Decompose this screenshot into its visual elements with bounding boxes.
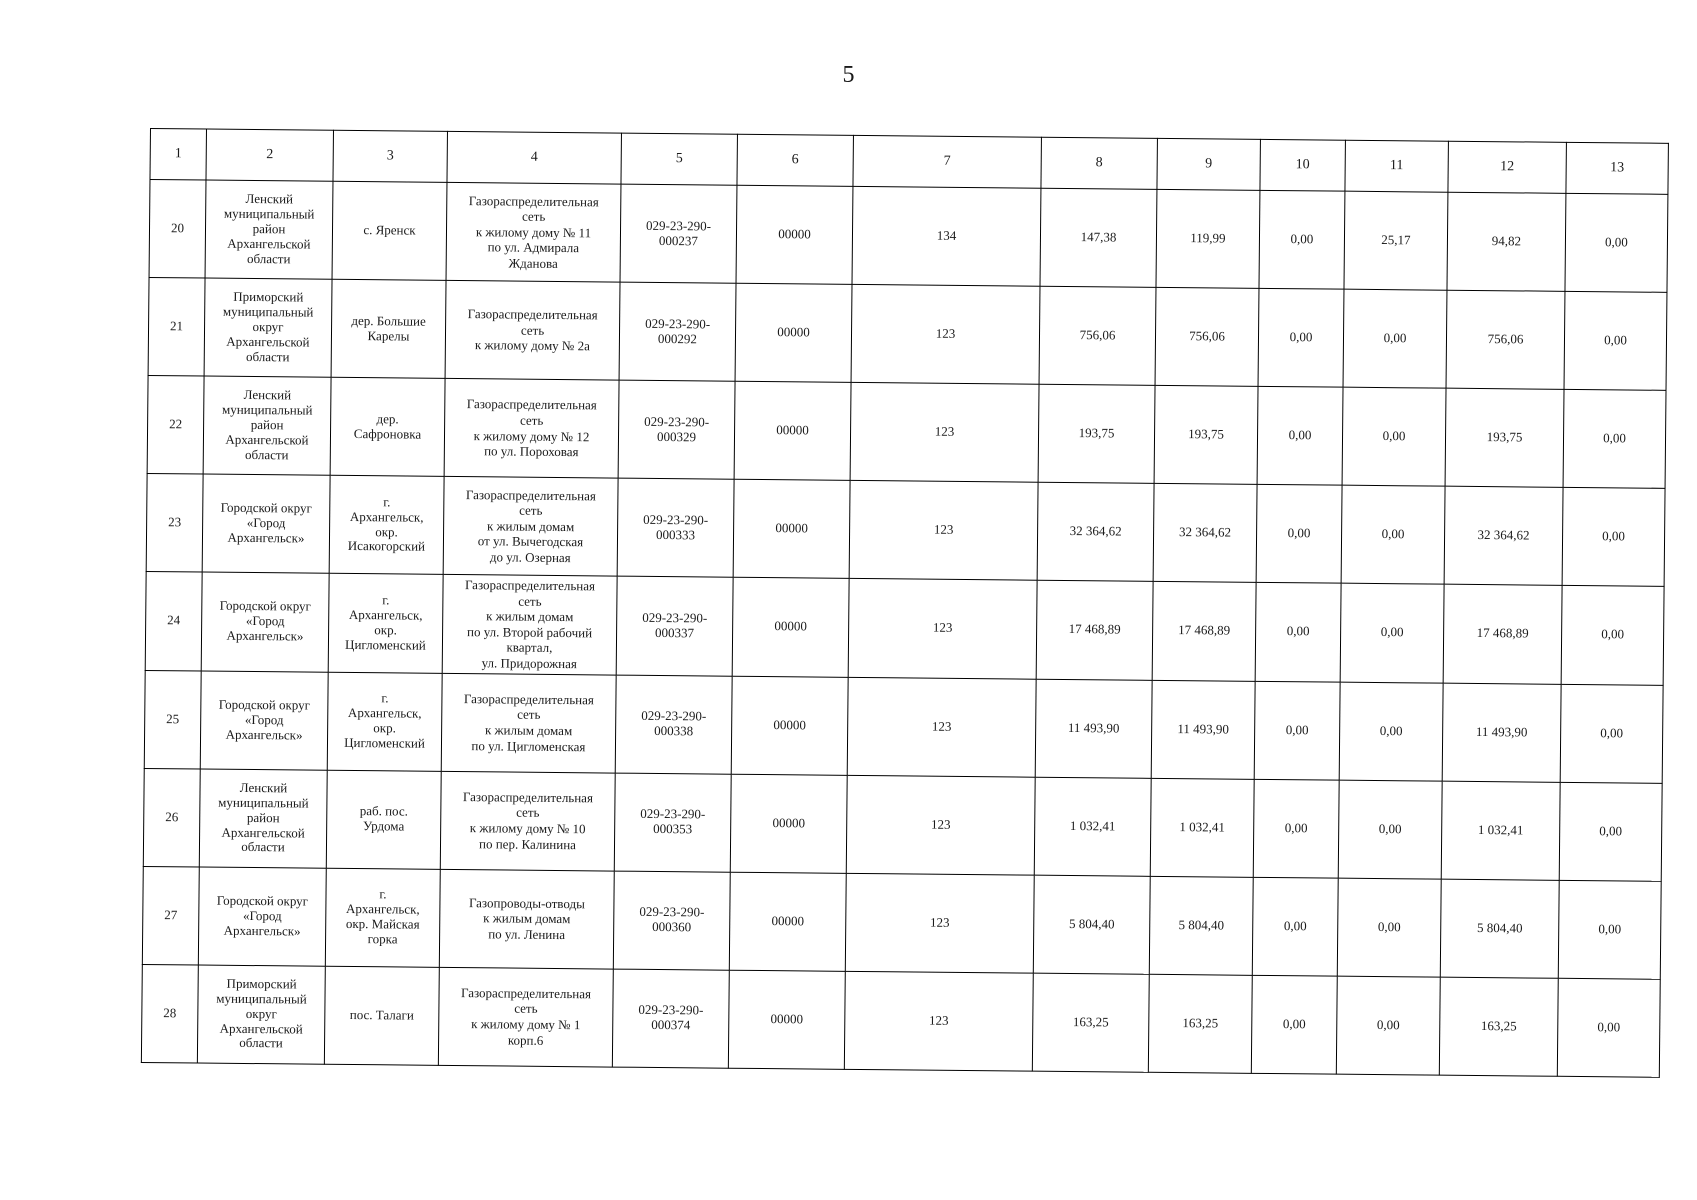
cell-line: Архангельской <box>226 333 310 350</box>
col6-cell: 00000 <box>734 381 851 480</box>
col13-cell: 0,00 <box>1564 291 1667 390</box>
cell-line: к жилому дому № 11 <box>475 223 592 241</box>
col8-cell: 11 493,90 <box>1035 679 1152 778</box>
column-header-5: 5 <box>621 133 737 185</box>
cell-line: муниципальный <box>216 990 307 1007</box>
col12-cell: 193,75 <box>1445 388 1564 487</box>
district-cell <box>201 572 329 672</box>
code-cell <box>617 478 734 577</box>
cell-line: окр. <box>375 523 398 539</box>
cell-line: Газораспределительная <box>462 788 594 806</box>
cell-line: 029-23-290- <box>646 217 712 234</box>
code-cell <box>618 380 735 479</box>
object-cell <box>441 673 616 773</box>
column-header-1: 1 <box>150 129 206 181</box>
column-header-4: 4 <box>447 131 621 184</box>
cell-line: «Город <box>245 613 285 629</box>
column-header-11: 11 <box>1345 140 1448 192</box>
code-cell <box>614 773 731 872</box>
place-cell <box>330 377 445 476</box>
col6-cell: 00000 <box>731 676 848 775</box>
cell-line: Архангельск, <box>348 606 423 623</box>
object-cell <box>445 280 620 380</box>
cell-line: муниципальный <box>221 401 313 418</box>
cell-line: по ул. Адмирала <box>487 239 580 256</box>
cell-line: район <box>246 809 280 825</box>
data-table <box>141 128 1669 1077</box>
cell-line: Газораспределительная <box>463 690 595 708</box>
col9-cell: 5 804,40 <box>1149 876 1253 975</box>
cell-line: 000329 <box>656 428 697 444</box>
cell-line: области <box>245 348 290 365</box>
cell-line: Цигломенский <box>345 636 426 653</box>
col8-cell: 32 364,62 <box>1037 482 1154 581</box>
object-cell <box>442 574 617 674</box>
row-number-cell: 26 <box>143 768 200 867</box>
cell-line: корп.6 <box>507 1032 544 1048</box>
column-header-6: 6 <box>737 134 853 186</box>
col10-cell: 0,00 <box>1259 190 1345 289</box>
col8-cell: 163,25 <box>1032 973 1149 1072</box>
cell-line: Архангельской <box>225 431 309 448</box>
cell-line: Архангельской <box>227 235 311 252</box>
col8-cell: 193,75 <box>1038 384 1155 483</box>
col12-cell: 163,25 <box>1439 977 1558 1076</box>
col10-cell: 0,00 <box>1255 582 1341 681</box>
col11-cell: 0,00 <box>1337 878 1441 977</box>
table-row <box>143 768 1662 881</box>
col11-cell: 0,00 <box>1343 289 1447 388</box>
cell-line: Городской округ <box>218 696 311 713</box>
object-cell <box>444 378 619 478</box>
col7-cell: 123 <box>848 578 1037 678</box>
col12-cell: 94,82 <box>1447 192 1566 291</box>
cell-line: раб. пос. <box>359 803 409 819</box>
col9-cell: 163,25 <box>1148 974 1252 1073</box>
cell-line: Газопроводы-отводы <box>468 894 585 911</box>
cell-line: Ленский <box>239 779 288 796</box>
col7-cell: 123 <box>844 971 1033 1071</box>
cell-line: Городской округ <box>219 598 312 614</box>
cell-line: Газораспределительная <box>465 486 597 503</box>
cell-line: Сафроновка <box>353 425 422 442</box>
col11-cell: 0,00 <box>1341 485 1445 584</box>
col9-cell: 193,75 <box>1154 385 1258 484</box>
cell-line: сеть <box>519 502 543 518</box>
cell-line: 000353 <box>653 821 693 837</box>
object-cell <box>446 182 621 282</box>
cell-line: Архангельск» <box>223 922 301 939</box>
col10-cell: 0,00 <box>1257 386 1343 485</box>
cell-line: к жилому дому № 10 <box>469 820 586 837</box>
cell-line: окр. Майская <box>345 916 420 932</box>
col6-cell: 00000 <box>732 577 849 677</box>
col13-cell: 0,00 <box>1557 978 1660 1077</box>
cell-line: Газораспределительная <box>468 192 599 209</box>
cell-line: Цигломенский <box>344 734 425 751</box>
cell-line: сеть <box>514 1001 538 1017</box>
cell-line: 000292 <box>657 330 698 346</box>
col8-cell: 1 032,41 <box>1034 777 1151 876</box>
district-cell <box>199 769 327 868</box>
cell-line: Ленский <box>245 191 294 207</box>
table-row <box>148 277 1667 390</box>
table-row <box>147 375 1666 488</box>
col12-cell: 11 493,90 <box>1442 683 1561 782</box>
object-cell <box>440 771 615 871</box>
cell-line: 029-23-290- <box>640 805 706 822</box>
col9-cell: 32 364,62 <box>1153 483 1257 582</box>
cell-line: Городской округ <box>216 892 309 909</box>
cell-line: окр. <box>373 720 397 736</box>
table-row <box>145 571 1664 684</box>
cell-line: Урдома <box>363 818 405 834</box>
cell-line: к жилым домам <box>483 910 571 927</box>
row-number-cell: 24 <box>145 571 202 670</box>
cell-line: «Город <box>242 907 282 923</box>
cell-line: сеть <box>516 805 540 821</box>
row-number-cell: 22 <box>147 375 204 474</box>
cell-line: сеть <box>517 707 541 723</box>
district-cell <box>205 180 333 279</box>
col6-cell: 00000 <box>729 872 846 971</box>
cell-line: области <box>241 839 285 855</box>
code-cell <box>612 969 729 1068</box>
row-number-cell: 21 <box>148 277 205 376</box>
cell-line: Газораспределительная <box>464 577 596 594</box>
object-cell <box>439 869 614 969</box>
column-header-7: 7 <box>853 135 1041 188</box>
column-header-2: 2 <box>206 129 333 181</box>
cell-line: г. <box>379 886 387 902</box>
cell-line: 000360 <box>652 919 692 935</box>
cell-line: Карелы <box>367 327 410 344</box>
col11-cell: 25,17 <box>1344 191 1448 290</box>
district-cell <box>202 474 330 573</box>
cell-line: Архангельск, <box>349 508 424 525</box>
cell-line: 029-23-290- <box>645 315 711 332</box>
row-number-cell: 23 <box>146 473 203 572</box>
table-row <box>144 670 1663 783</box>
table-row <box>146 473 1665 586</box>
cell-line: 029-23-290- <box>644 413 710 430</box>
code-cell <box>619 282 736 381</box>
cell-line: Ленский <box>243 387 292 403</box>
col9-cell: 756,06 <box>1155 287 1259 386</box>
cell-line: г. <box>382 592 390 608</box>
col7-cell: 123 <box>849 480 1038 580</box>
col6-cell: 00000 <box>730 774 847 873</box>
table-row <box>149 180 1668 293</box>
cell-line: Жданова <box>508 255 558 271</box>
col12-cell: 1 032,41 <box>1441 781 1560 880</box>
cell-line: округ <box>252 319 284 335</box>
cell-line: Газораспределительная <box>467 306 598 323</box>
cell-line: район <box>250 417 284 433</box>
col7-cell: 123 <box>846 775 1035 875</box>
place-cell <box>327 672 442 771</box>
cell-line: окр. <box>374 621 397 638</box>
cell-line: «Город <box>246 514 286 531</box>
cell-line: Архангельской <box>219 1020 303 1037</box>
cell-line: Газораспределительная <box>460 984 592 1002</box>
district-cell <box>204 278 332 377</box>
place-cell <box>329 475 444 574</box>
cell-line: к жилым домам <box>484 722 573 739</box>
col13-cell: 0,00 <box>1562 487 1665 586</box>
col12-cell: 32 364,62 <box>1444 486 1563 585</box>
cell-line: сеть <box>519 412 544 428</box>
place-cell <box>328 573 443 673</box>
cell-line: Архангельск» <box>227 529 305 546</box>
col13-cell: 0,00 <box>1560 684 1663 783</box>
row-number-cell: 25 <box>144 670 201 769</box>
col10-cell: 0,00 <box>1254 681 1340 780</box>
row-number-cell: 28 <box>141 964 198 1063</box>
cell-line: до ул. Озерная <box>489 549 571 566</box>
col7-cell: 123 <box>851 284 1040 384</box>
cell-line: дер. <box>376 410 399 427</box>
col11-cell: 0,00 <box>1340 583 1444 683</box>
cell-line: к жилому дому № 1 <box>471 1016 581 1033</box>
district-cell <box>200 671 328 770</box>
cell-line: к жилым домам <box>486 518 575 534</box>
cell-line: горка <box>367 931 398 947</box>
column-header-3: 3 <box>333 130 447 182</box>
cell-line: Архангельск» <box>225 726 303 743</box>
cell-line: 000237 <box>658 232 699 248</box>
col13-cell: 0,00 <box>1563 389 1666 488</box>
col9-cell: 1 032,41 <box>1150 778 1254 877</box>
column-header-10: 10 <box>1260 139 1345 191</box>
row-number-cell: 20 <box>149 180 206 279</box>
col12-cell: 17 468,89 <box>1443 584 1562 684</box>
col10-cell: 0,00 <box>1251 975 1337 1074</box>
col7-cell: 123 <box>845 873 1034 973</box>
col11-cell: 0,00 <box>1339 682 1443 781</box>
cell-line: 029-23-290- <box>639 903 705 920</box>
district-cell <box>197 965 325 1064</box>
cell-line: Приморский <box>233 288 304 305</box>
cell-line: пос. Талаги <box>349 1006 414 1023</box>
column-header-8: 8 <box>1041 137 1157 189</box>
col8-cell: 147,38 <box>1040 188 1157 287</box>
col7-cell: 123 <box>847 677 1036 777</box>
cell-line: 029-23-290- <box>642 609 708 626</box>
cell-line: по ул. Второй рабочий <box>467 623 593 641</box>
cell-line: к жилому дому № 12 <box>473 427 590 444</box>
code-cell <box>616 576 733 676</box>
cell-line: по ул. Пороховая <box>484 443 579 460</box>
district-cell <box>203 376 331 475</box>
cell-line: Архангельск, <box>347 705 422 721</box>
cell-line: с. Яренск <box>363 222 416 238</box>
code-cell <box>615 675 732 774</box>
column-header-13: 13 <box>1566 142 1668 194</box>
cell-line: Газораспределительная <box>466 396 597 413</box>
col9-cell: 11 493,90 <box>1151 680 1255 779</box>
cell-line: 029-23-290- <box>638 1001 704 1018</box>
table-container <box>141 128 1669 1077</box>
col10-cell: 0,00 <box>1258 288 1344 387</box>
cell-line: муниципальный <box>222 303 314 320</box>
col13-cell: 0,00 <box>1559 782 1662 881</box>
col6-cell: 00000 <box>735 283 852 382</box>
cell-line: Исакогорский <box>347 538 426 555</box>
cell-line: по пер. Калинина <box>478 835 577 852</box>
col12-cell: 5 804,40 <box>1440 879 1559 978</box>
col11-cell: 0,00 <box>1338 780 1442 879</box>
cell-line: от ул. Вычегодская <box>477 533 584 550</box>
cell-line: 029-23-290- <box>643 511 709 528</box>
table-row <box>142 866 1661 979</box>
cell-line: области <box>246 250 291 267</box>
col6-cell: 00000 <box>736 185 853 284</box>
cell-line: квартал, <box>506 639 553 656</box>
object-cell <box>438 967 613 1067</box>
table-row <box>141 964 1660 1077</box>
cell-line: Городской округ <box>220 499 312 516</box>
col11-cell: 0,00 <box>1336 976 1440 1075</box>
table-body <box>141 180 1668 1077</box>
cell-line: области <box>245 446 289 463</box>
cell-line: по ул. Ленина <box>488 926 566 942</box>
cell-line: «Город <box>244 711 284 727</box>
cell-line: к жилым домам <box>486 608 574 625</box>
place-cell <box>324 966 439 1065</box>
cell-line: 000374 <box>651 1017 691 1033</box>
col7-cell: 123 <box>850 382 1039 482</box>
cell-line: к жилому дому № 2а <box>474 337 590 354</box>
col10-cell: 0,00 <box>1252 877 1338 976</box>
column-header-9: 9 <box>1157 138 1260 190</box>
cell-line: дер. Большие <box>351 312 426 329</box>
col8-cell: 756,06 <box>1039 286 1156 385</box>
col12-cell: 756,06 <box>1446 290 1565 389</box>
cell-line: по ул. Цигломенская <box>471 737 586 754</box>
cell-line: Архангельск, <box>345 901 420 917</box>
cell-line: район <box>252 221 286 237</box>
col6-cell: 00000 <box>733 479 850 578</box>
cell-line: сеть <box>518 593 542 609</box>
col13-cell: 0,00 <box>1565 193 1668 292</box>
cell-line: 000333 <box>655 526 696 542</box>
cell-line: Архангельск» <box>226 628 304 644</box>
cell-line: Архангельской <box>221 824 305 841</box>
place-cell <box>325 868 440 967</box>
code-cell <box>613 871 730 970</box>
cell-line: округ <box>245 1005 277 1021</box>
col9-cell: 17 468,89 <box>1152 581 1256 681</box>
place-cell <box>326 770 441 869</box>
col9-cell: 119,99 <box>1156 189 1260 288</box>
object-cell <box>443 476 618 576</box>
cell-line: муниципальный <box>218 794 309 811</box>
place-cell <box>332 181 447 280</box>
cell-line: г. <box>383 493 391 509</box>
col13-cell: 0,00 <box>1561 585 1664 685</box>
district-cell <box>198 867 326 966</box>
col8-cell: 17 468,89 <box>1036 580 1153 680</box>
col8-cell: 5 804,40 <box>1033 875 1150 974</box>
cell-line: 000337 <box>655 624 695 641</box>
page-number: 5 <box>842 62 855 88</box>
cell-line: 000338 <box>654 723 694 739</box>
cell-line: области <box>239 1035 283 1051</box>
col7-cell: 134 <box>852 186 1041 286</box>
col6-cell: 00000 <box>728 970 845 1069</box>
col13-cell: 0,00 <box>1558 880 1661 979</box>
cell-line: Приморский <box>226 975 297 992</box>
column-header-12: 12 <box>1448 141 1566 193</box>
code-cell <box>620 184 737 283</box>
cell-line: сеть <box>521 208 546 224</box>
cell-line: ул. Придорожная <box>481 655 577 672</box>
col10-cell: 0,00 <box>1256 484 1342 583</box>
cell-line: 029-23-290- <box>641 707 707 724</box>
cell-line: г. <box>381 690 389 706</box>
row-number-cell: 27 <box>142 866 199 965</box>
cell-line: муниципальный <box>223 205 315 222</box>
cell-line: сеть <box>520 322 545 338</box>
col11-cell: 0,00 <box>1342 387 1446 486</box>
place-cell <box>331 279 446 378</box>
col10-cell: 0,00 <box>1253 779 1339 878</box>
